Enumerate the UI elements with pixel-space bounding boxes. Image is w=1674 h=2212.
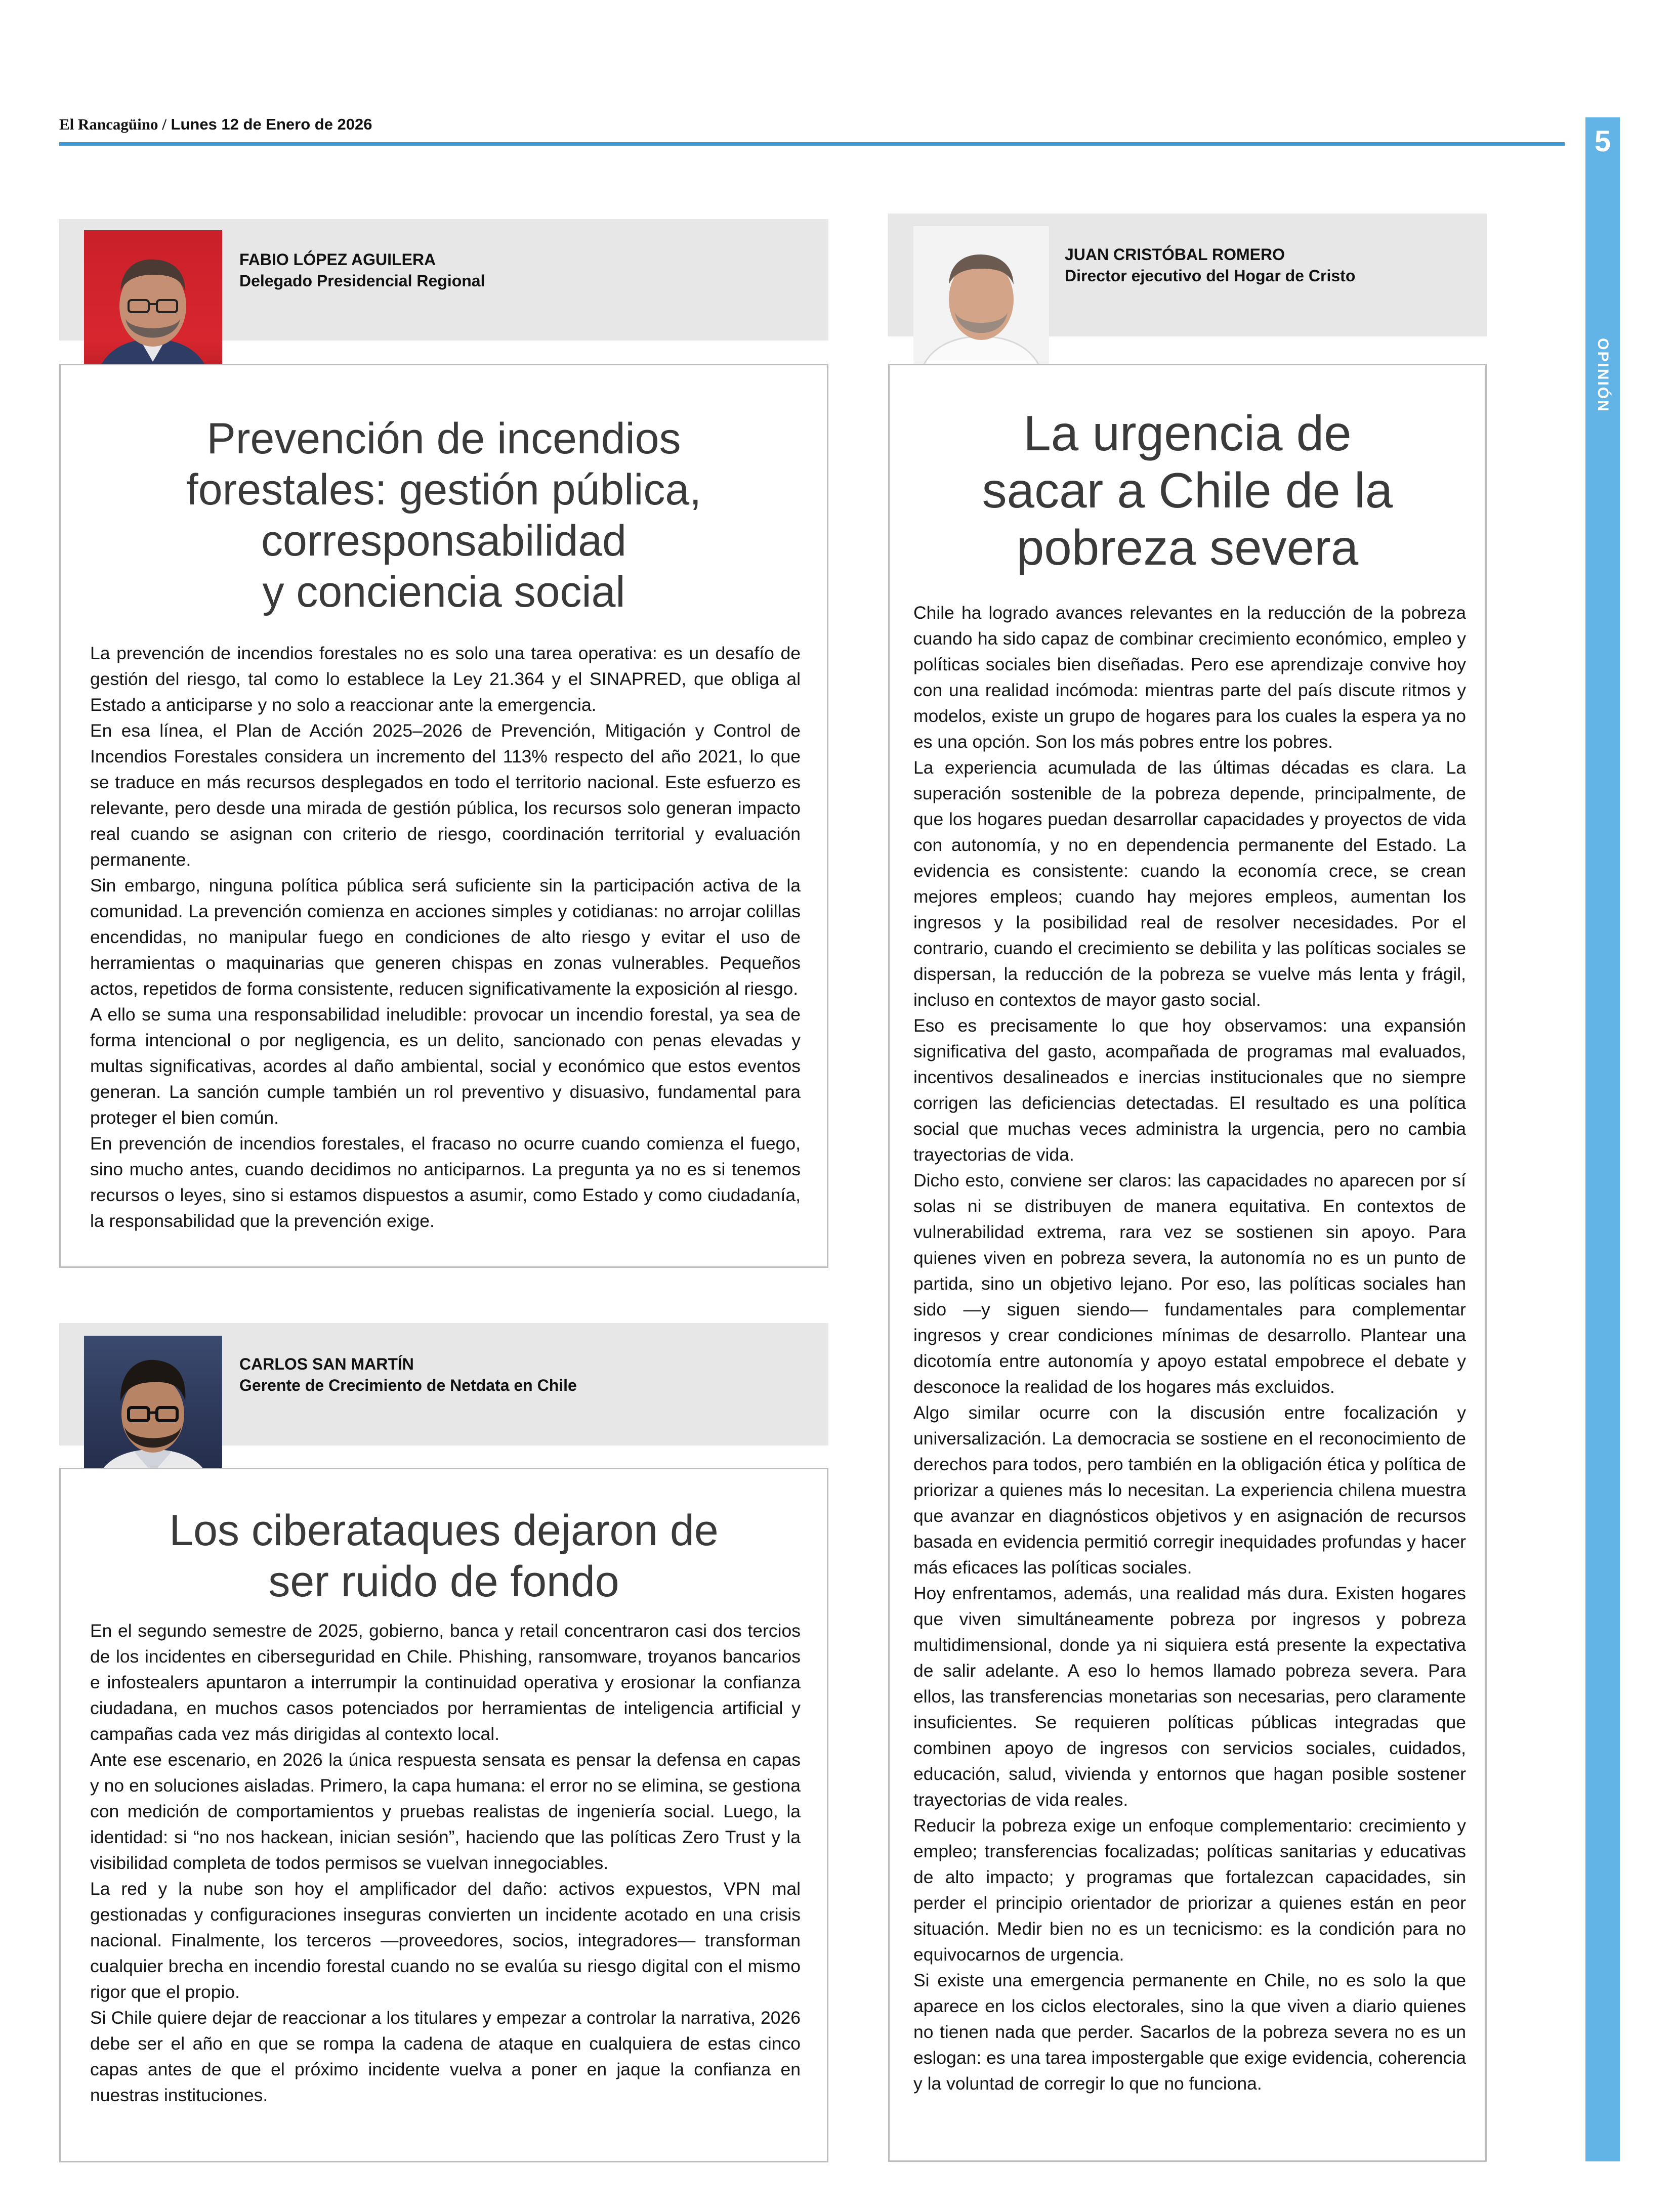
title-line: corresponsabilidad xyxy=(261,517,626,565)
portrait-fabio xyxy=(84,230,222,386)
title-line: forestales: gestión pública, xyxy=(186,465,702,514)
article-body-1 xyxy=(90,641,801,1234)
title-line: ser ruido de fondo xyxy=(268,1557,619,1606)
section-sidebar xyxy=(1585,117,1620,2161)
paragraph: Reducir la pobreza exige un enfoque complementario: crecimiento y empleo; transferencias focalizadas; políticas sanitarias y educativas de alto impacto; y programas que fortalezcan capacidades, sin perder el principio orientador de priorizar a quienes están en peor situación. Medir bien no es un tecnicismo: es la condición para no equivocarnos de urgencia. xyxy=(913,1815,1466,1965)
title-line: y conciencia social xyxy=(262,568,625,616)
article-title-2 xyxy=(69,1505,818,1607)
issue-date: Lunes 12 de Enero de 2026 xyxy=(171,115,372,133)
paragraph: Si Chile quiere dejar de reaccionar a los titulares y empezar a controlar la narrativa, 2026 debe ser el año en que se rompa la cadena de ataque en cualquiera de estas cinco capas antes de que el próximo incidente vuelva a poner en jaque la confianza en nuestras instituciones. xyxy=(90,2008,801,2105)
portrait-juan xyxy=(913,226,1049,380)
paragraph: La red y la nube son hoy el amplificador del daño: activos expuestos, VPN mal gestionadas y configuraciones inseguras convierten un incidente acotado en una crisis nacional. Finalmente, los terceros —proveedores, socios, integradores— transforman cualquier brecha en incendio forestal cuando no se evalúa su riesgo digital con el mismo rigor que el propio. xyxy=(90,1879,801,2002)
paragraph: Dicho esto, conviene ser claros: las capacidades no aparecen por sí solas ni se distribuyen de manera equitativa. En contextos de vulnerabilidad extrema, rara vez se sostienen sin apoyo. Para quienes viven en pobreza severa, la autonomía no es un punto de partida, sino un objetivo lejano. Por eso, las políticas sociales han sido —y siguen siendo— fundamentales para complementar ingresos y crear condiciones mínimas de desarrollo. Plantear una dicotomía entre autonomía y apoyo estatal empobrece el debate y desconoce la realidad de los hogares más excluidos. xyxy=(913,1170,1466,1397)
author-name-2: CARLOS SAN MARTÍN xyxy=(239,1355,414,1373)
paragraph: La experiencia acumulada de las últimas décadas es clara. La superación sostenible de la pobreza depende, principalmente, de que los hogares puedan desarrollar capacidades y proyectos de vida con autonomía, y no en dependencia permanente del Estado. La evidencia es consistente: cuando la economía crece, se crean mejores empleos; cuando hay mejores empleos, aumentan los ingresos y la posibilidad real de resolver necesidades. Por el contrario, cuando el crecimiento se debilita y las políticas sociales se dispersan, la reducción de la pobreza se vuelve más lenta y frágil, incluso en contextos de mayor gasto social. xyxy=(913,757,1466,1010)
title-line: Los ciberataques dejaron de xyxy=(169,1506,719,1555)
title-line: pobreza severa xyxy=(1016,520,1359,575)
paragraph: Eso es precisamente lo que hoy observamos: una expansión significativa del gasto, acompañada de programas mal evaluados, incentivos desalineados e inercias institucionales que no siempre corrigen las deficiencias detectadas. El resultado es una política social que muchas veces administra la urgencia, pero no cambia trayectorias de vida. xyxy=(913,1015,1466,1165)
article-title-1 xyxy=(69,413,818,618)
paragraph: Si existe una emergencia permanente en Chile, no es solo la que aparece en los ciclos electorales, sino la que viven a diario quienes no tienen nada que perder. Sacarlos de la pobreza severa no es un eslogan: es una tarea impostergable que exige evidencia, coherencia y la voluntad de corregir lo que no funciona. xyxy=(913,1970,1466,2094)
masthead xyxy=(59,115,372,134)
header-rule xyxy=(59,142,1565,146)
article-title-3 xyxy=(898,405,1477,576)
paragraph: Chile ha logrado avances relevantes en la reducción de la pobreza cuando ha sido capaz de combinar crecimiento económico, empleo y políticas sociales bien diseñadas. Pero ese aprendizaje convive hoy con una realidad incómoda: mientras parte del país discute ritmos y modelos, existe un grupo de hogares para los cuales la espera ya no es una opción. Son los más pobres entre los pobres. xyxy=(913,603,1466,752)
author-photo-3 xyxy=(913,226,1049,380)
author-name-1: FABIO LÓPEZ AGUILERA xyxy=(239,250,436,269)
page-number: 5 xyxy=(1594,125,1611,158)
paragraph: Hoy enfrentamos, además, una realidad más dura. Existen hogares que viven simultáneamente pobreza por ingresos y pobreza multidimensional, donde ya ni siquiera está presente la expectativa de salir adelante. A eso lo hemos llamado pobreza severa. Para ellos, las transferencias monetarias son necesarias, pero claramente insuficientes. Se requieren políticas públicas integradas que combinen apoyo de ingresos con servicios sociales, cuidados, educación, salud, vivienda y entornos que hagan posible sostener trayectorias de vida reales. xyxy=(913,1583,1466,1810)
paragraph: A ello se suma una responsabilidad ineludible: provocar un incendio forestal, ya sea de forma intencional o por negligencia, es un delito, sancionado con penas elevadas y multas significativas, acordes al daño ambiental, social y económico que estos eventos generan. La sanción cumple también un rol preventivo y disuasivo, fundamental para proteger el bien común. xyxy=(90,1004,801,1128)
author-photo-1 xyxy=(84,230,222,386)
article-body-2 xyxy=(90,1618,801,2108)
paragraph: Ante ese escenario, en 2026 la única respuesta sensata es pensar la defensa en capas y no en soluciones aisladas. Primero, la capa humana: el error no se elimina, se gestiona con medición de comportamientos y pruebas realistas de ingeniería social. Luego, la identidad: si “no nos hackean, inician sesión”, haciendo que las políticas Zero Trust y la visibilidad completa de todos permisos se vuelvan innegociables. xyxy=(90,1750,801,1873)
paragraph: En prevención de incendios forestales, el fracaso no ocurre cuando comienza el fuego, sino mucho antes, cuando decidimos no anticiparnos. La pregunta ya no es si tenemos recursos o leyes, sino si estamos dispuestos a asumir, como Estado y como ciudadanía, la responsabilidad que la prevención exige. xyxy=(90,1133,801,1231)
author-role-3: Director ejecutivo del Hogar de Cristo xyxy=(1065,267,1356,285)
title-line: Prevención de incendios xyxy=(206,414,681,463)
paragraph: En el segundo semestre de 2025, gobierno, banca y retail concentraron casi dos tercios de los incidentes en ciberseguridad en Chile. Phishing, ransomware, troyanos bancarios e infostealers apuntaron a interrumpir la continuidad operativa y erosionar la confianza ciudadana, en muchos casos potenciados por herramientas de inteligencia artificial y campañas cada vez más dirigidas al contexto local. xyxy=(90,1621,801,1744)
author-name-3: JUAN CRISTÓBAL ROMERO xyxy=(1065,245,1285,264)
title-line: La urgencia de xyxy=(1023,405,1352,461)
section-label xyxy=(1588,330,1617,421)
newspaper-name: El Rancagüino / xyxy=(59,115,166,133)
paragraph: Sin embargo, ninguna política pública será suficiente sin la participación activa de la comunidad. La prevención comienza en acciones simples y cotidianas: no arrojar colillas encendidas, no manipular fuego en condiciones de alto riesgo y evitar el uso de herramientas o maquinarias que generen chispas en zonas vulnerables. Pequeños actos, repetidos de forma consistente, reducen significativamente la exposición al riesgo. xyxy=(90,875,801,999)
paragraph: Algo similar ocurre con la discusión entre focalización y universalización. La democracia se sostiene en el reconocimiento de derechos para todos, pero también en la obligación ética y política de priorizar a quienes más lo necesitan. La experiencia chilena muestra que avanzar en diagnósticos objetivos y en asignación de recursos basada en evidencia permitió corregir inequidades profundas y hacer más eficaces las políticas sociales. xyxy=(913,1402,1466,1578)
author-role-1: Delegado Presidencial Regional xyxy=(239,272,485,290)
paragraph: La prevención de incendios forestales no es solo una tarea operativa: es un desafío de gestión del riesgo, tal como lo establece la Ley 21.364 y el SINAPRED, que obliga al Estado a anticiparse y no solo a reaccionar ante la emergencia. xyxy=(90,643,801,715)
section-label-text: OPINIÓN xyxy=(1595,338,1611,413)
title-line: sacar a Chile de la xyxy=(982,462,1393,518)
article-body-3 xyxy=(913,600,1466,2097)
paragraph: En esa línea, el Plan de Acción 2025–2026 de Prevención, Mitigación y Control de Incendios Forestales considera un incremento del 113% respecto del año 2021, lo que se traduce en más recursos desplegados en todo el territorio nacional. Este esfuerzo es relevante, pero desde una mirada de gestión pública, los recursos solo generan impacto real cuando se asignan con criterio de riesgo, coordinación territorial y evaluación permanente. xyxy=(90,720,801,870)
author-role-2: Gerente de Crecimiento de Netdata en Chile xyxy=(239,1376,577,1394)
